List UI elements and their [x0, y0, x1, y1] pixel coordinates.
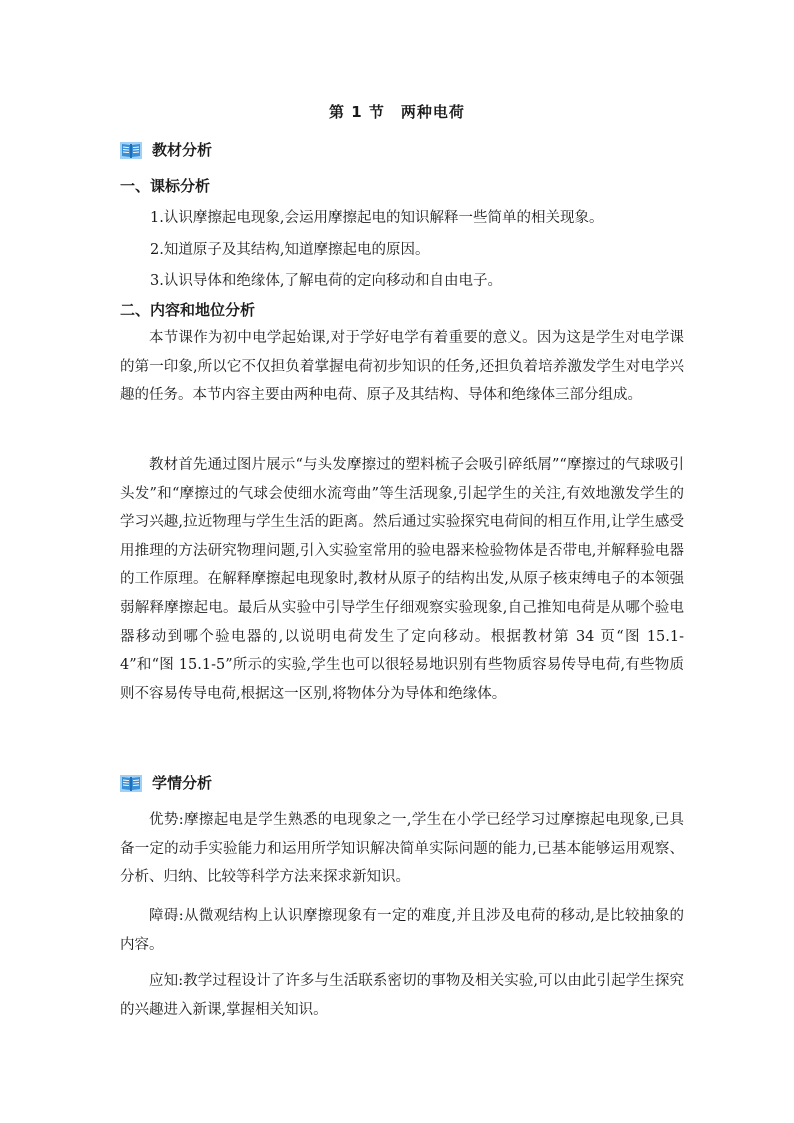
learner-paragraph: 障碍:从微观结构上认识摩擦现象有一定的难度,并且涉及电荷的移动,是比较抽象的内容。 — [120, 908, 684, 953]
learner-paragraph: 应知:教学过程设计了许多与生活联系密切的事物及相关实验,可以由此引起学生探究的兴趣进入新课,掌握相关知识。 — [120, 973, 684, 1018]
content-paragraph: 教材首先通过图片展示“与头发摩擦过的塑料梳子会吸引碎纸屑”“摩擦过的气球吸引头发”和“摩擦过的气球会使细水流弯曲”等生活现象,引起学生的关注,有效地激发学生的学习兴趣,拉近物理与学生生活的距离。然后通过实验探究电荷间的相互作用,让学生感受用推理的方法研究物理问题,引入实验室常用的验电器来检验物体是否带电,并解释验电器的工作原理。在解释摩擦起电现象时,教材从原子的结构出发,从原子核束缚电子的本领强弱解释摩擦起电。最后从实验中引导学生仔细观察实验现象,自己推知电荷是从哪个验电器移动到哪个验电器的,以说明电荷发生了定向移动。根据教材第 34 页“图 15.1-4”和“图 15.1-5”所示的实验,学生也可以很轻易地识别有些物质容易传导电荷,有些物质则不容易传导电荷,根据这一区别,将物体分为导体和绝缘体。 — [120, 457, 684, 702]
open-book-icon — [120, 773, 142, 793]
section-heading-label: 教材分析 — [152, 141, 213, 159]
subheading-content: 二、内容和地位分析 — [120, 301, 256, 319]
section-heading-label: 学情分析 — [152, 774, 213, 792]
curriculum-item: 1.认识摩擦起电现象,会运用摩擦起电的知识解释一些简单的相关现象。 — [150, 210, 604, 226]
section-heading-textbook — [120, 139, 212, 160]
subheading-curriculum: 一、课标分析 — [120, 177, 211, 195]
curriculum-item: 3.认识导体和绝缘体,了解电荷的定向移动和自由电子。 — [150, 273, 502, 289]
curriculum-item: 2.知道原子及其结构,知道摩擦起电的原因。 — [150, 242, 430, 258]
open-book-icon — [120, 140, 142, 160]
page-title: 第 1 节 两种电荷 — [329, 103, 465, 121]
section-heading-learner — [120, 772, 212, 793]
learner-paragraph: 优势:摩擦起电是学生熟悉的电现象之一,学生在小学已经学习过摩擦起电现象,已具备一定的动手实验能力和运用所学知识解决简单实际问题的能力,已基本能够运用观察、分析、归纳、比较等科学方法来探求新知识。 — [120, 812, 684, 886]
content-paragraph: 本节课作为初中电学起始课,对于学好电学有着重要的意义。因为这是学生对电学课的第一印象,所以它不仅担负着掌握电荷初步知识的任务,还担负着培养激发学生对电学兴趣的任务。本节内容主要由两种电荷、原子及其结构、导体和绝缘体三部分组成。 — [120, 330, 684, 404]
